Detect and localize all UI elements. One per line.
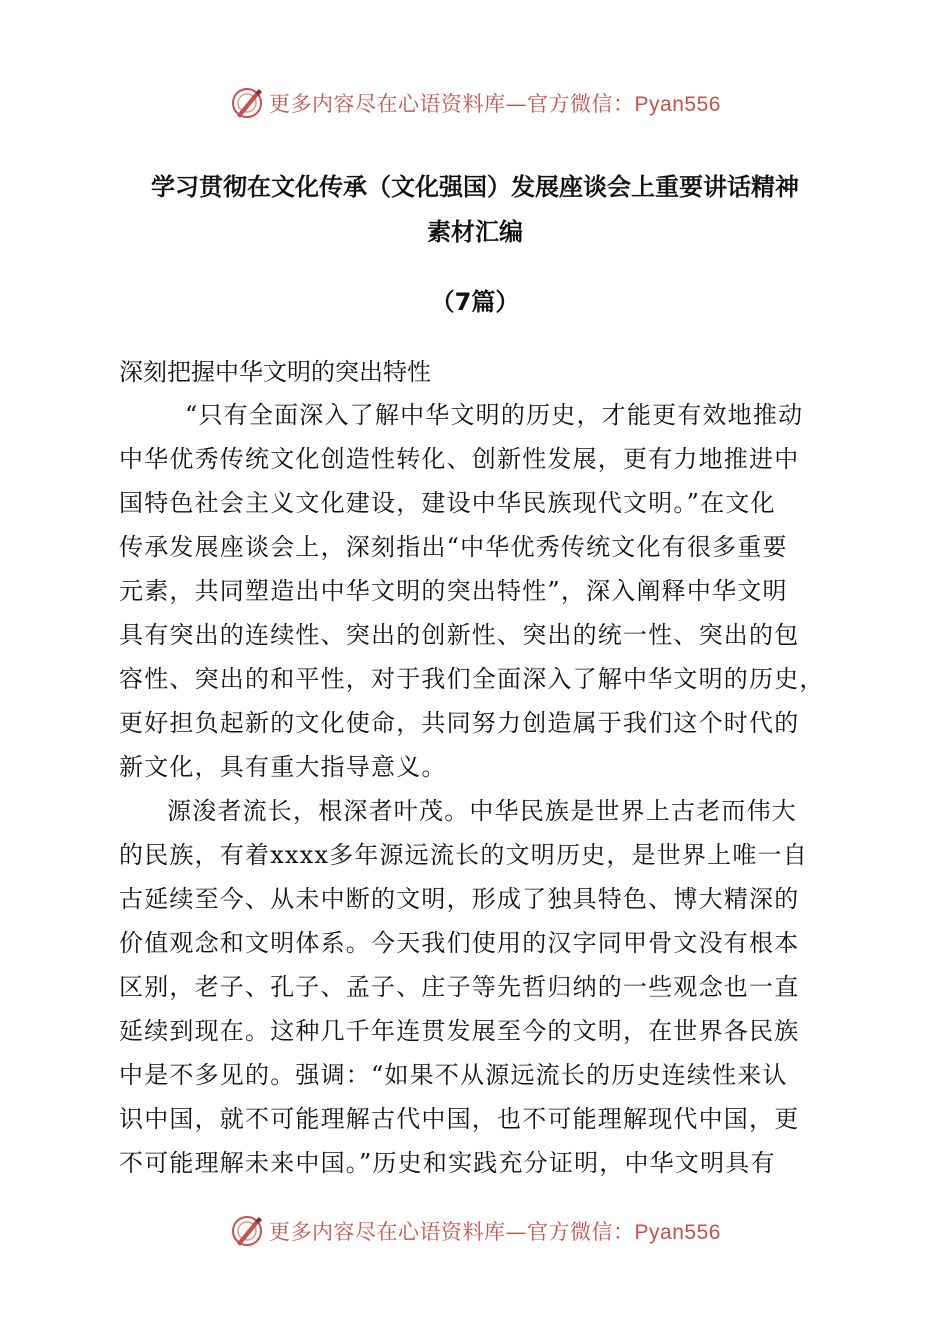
pen-logo-icon <box>229 85 265 121</box>
watermark-wechat-id: Pyan556 <box>634 1221 721 1244</box>
body-line: 延续到现在。这种几千年连贯发展至今的文明，在世界各民族 <box>119 1017 800 1045</box>
document-title-line-1: 学习贯彻在文化传承（文化强国）发展座谈会上重要讲话精神 <box>151 173 799 201</box>
body-line: 具有突出的连续性、突出的创新性、突出的统一性、突出的包 <box>119 621 800 649</box>
article-count: （7篇） <box>430 288 520 316</box>
body-line: 元素，共同塑造出中华文明的突出特性”，深入阐释中华文明 <box>119 577 788 605</box>
watermark-text <box>269 88 721 118</box>
watermark-text <box>269 1216 721 1246</box>
watermark-promo: 更多内容尽在心语资料库—官方微信： <box>269 92 635 116</box>
watermark-promo: 更多内容尽在心语资料库—官方微信： <box>269 1220 635 1244</box>
body-line: 中是不多见的。强调：“如果不从源远流长的历史连续性来认 <box>119 1061 788 1089</box>
document-title-line-2: 素材汇编 <box>427 218 523 246</box>
body-line: 国特色社会主义文化建设，建设中华民族现代文明。”在文化 <box>119 489 776 517</box>
body-line: 价值观念和文明体系。今天我们使用的汉字同甲骨文没有根本 <box>119 929 800 957</box>
body-line: 新文化，具有重大指导意义。 <box>119 753 447 781</box>
body-line: 更好担负起新的文化使命，共同努力创造属于我们这个时代的 <box>119 709 800 737</box>
body-line: 中华优秀传统文化创造性转化、创新性发展，更有力地推进中 <box>119 445 800 473</box>
body-line: 古延续至今、从未中断的文明，形成了独具特色、博大精深的 <box>119 885 800 913</box>
body-line: “只有全面深入了解中华文明的历史，才能更有效地推动 <box>185 401 804 429</box>
watermark-wechat-id: Pyan556 <box>634 93 721 116</box>
pen-logo-icon <box>229 1213 265 1249</box>
body-line: 区别，老子、孔子、孟子、庄子等先哲归纳的一些观念也一直 <box>119 973 800 1001</box>
body-line: 容性、突出的和平性，对于我们全面深入了解中华文明的历史， <box>119 665 825 693</box>
section-heading: 深刻把握中华文明的突出特性 <box>119 358 431 386</box>
body-line: 识中国，就不可能理解古代中国，也不可能理解现代中国，更 <box>119 1105 800 1133</box>
body-line: 传承发展座谈会上，深刻指出“中华优秀传统文化有很多重要 <box>119 533 788 561</box>
footer-watermark <box>0 1211 950 1251</box>
header-watermark <box>0 83 950 123</box>
body-line: 的民族，有着xxxx多年源远流长的文明历史，是世界上唯一自 <box>119 841 808 869</box>
body-line: 不可能理解未来中国。”历史和实践充分证明，中华文明具有 <box>119 1149 776 1177</box>
body-line: 源浚者流长，根深者叶茂。中华民族是世界上古老而伟大 <box>167 797 797 825</box>
